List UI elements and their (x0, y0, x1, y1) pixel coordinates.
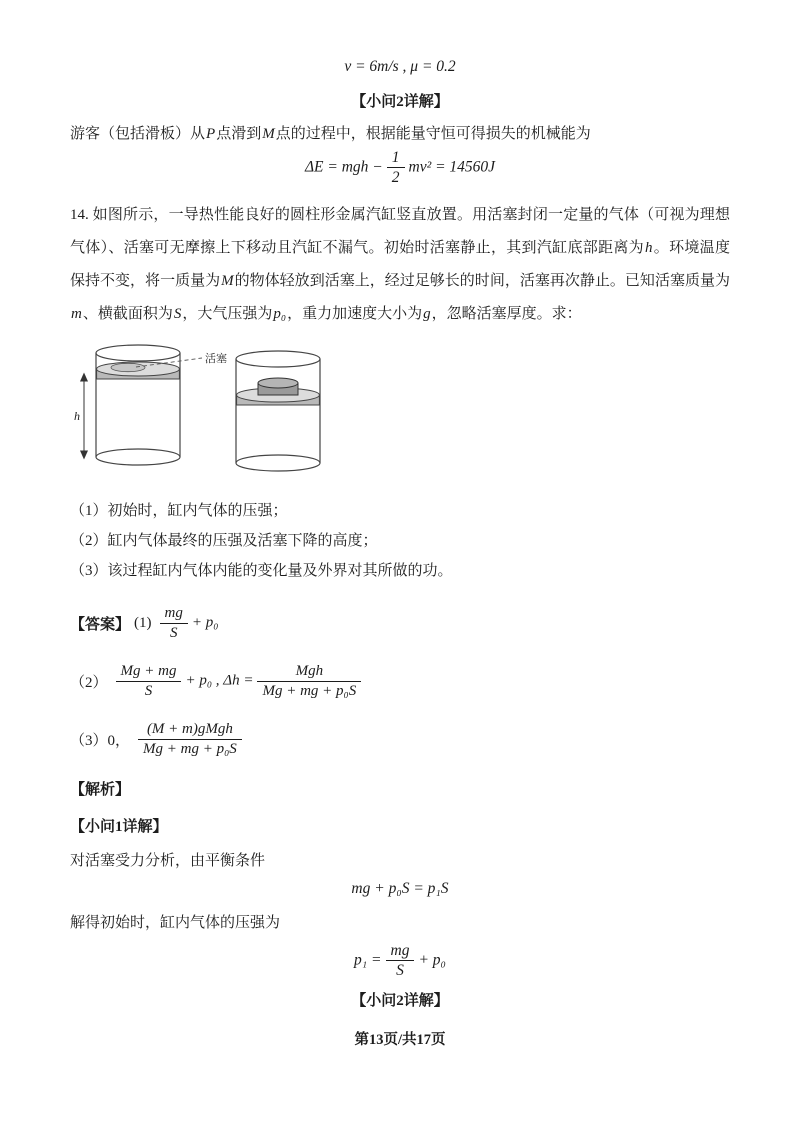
header-text: 【小问2详解】 (351, 94, 449, 110)
question-2: （2）缸内气体最终的压强及活塞下降的高度； (70, 532, 378, 549)
left-piston (97, 362, 180, 379)
analysis-header: 【解析】 (70, 781, 131, 798)
answer-3-formula: $\frac{\text{(M + m)gMgh}}{\text{Mg + mg + p₀S}}$ (134, 721, 246, 758)
piston-label: 活塞 (205, 352, 227, 365)
formula-text: v = 6m/s , μ = 0.2 (344, 58, 456, 75)
h-label: h (74, 408, 80, 423)
answer-line-3: （3）0， $\frac{\text{(M + m)gMgh}}{\text{Mg + mg + p₀S}}$ (70, 718, 730, 762)
answer-label: 【答案】 (70, 617, 131, 634)
answer-line-1: 【答案】 (1) $\frac{mg}{S}$ + p₀ (70, 605, 219, 642)
right-cylinder (236, 351, 320, 471)
question-3: （3）该过程缸内气体内能的变化量及外界对其所做的功。 (70, 562, 453, 579)
answer-2-formula: $\frac{Mg + mg}{S}$ + p₀ , Δh = $\frac{\text{Mgh}}{\text{Mg + mg + p₀S}}$ (112, 663, 366, 700)
question-list (70, 496, 730, 586)
question-1: （1）初始时，缸内气体的压强； (70, 502, 288, 519)
analysis-text-1: 对活塞受力分析，由平衡条件 (70, 852, 266, 869)
pressure-formula: p₁ = $\frac{mg}{S}$ + p₀ (354, 941, 446, 980)
answer-line-2: （2） $\frac{Mg + mg}{S}$ + p₀ , Δh = $\frac{\text{Mgh}}{\text{Mg + mg + p₀S}}$ (70, 660, 730, 704)
weight-block (258, 378, 298, 395)
section-header-part2 (70, 90, 730, 111)
energy-loss-formula: ΔE = mgh − $\frac{1}{2}$ mv² = 14560J (304, 149, 496, 187)
problem-14-statement: 14. 如图所示，一导热性能良好的圆柱形金属汽缸竖直放置。用活塞封闭一定量的气体（可视为理想气体）、活塞可无摩擦上下移动且汽缸不漏气。初始时活塞静止，其到汽缸底部距离为h。环境温度保持不变，将一质量为M的物体轻放到活塞上，经过足够长的时间，活塞再次静止。已知活塞质量为m、横截面积为S，大气压强为p₀，重力加速度大小为g，忽略活塞厚度。求： (70, 206, 730, 322)
analysis-part2-header: 【小问2详解】 (351, 993, 449, 1010)
balance-formula: mg + p₀S = p₁S (351, 879, 449, 897)
energy-conservation-paragraph: 游客（包括滑板）从P点滑到M点的过程中，根据能量守恒可得损失的机械能为 (70, 126, 591, 142)
analysis-part1-header: 【小问1详解】 (70, 818, 168, 835)
cylinder-figure (74, 339, 730, 486)
cylinders-diagram (74, 339, 344, 481)
analysis-text-2: 解得初始时，缸内气体的压强为 (70, 914, 281, 931)
page-footer: 第13页/共17页 (354, 1032, 446, 1048)
fraction-one-half: $\frac{1}{2}$ (387, 149, 405, 187)
velocity-result-formula (70, 58, 730, 76)
answer-1-formula: $\frac{mg}{S}$ + p₀ (156, 605, 219, 642)
